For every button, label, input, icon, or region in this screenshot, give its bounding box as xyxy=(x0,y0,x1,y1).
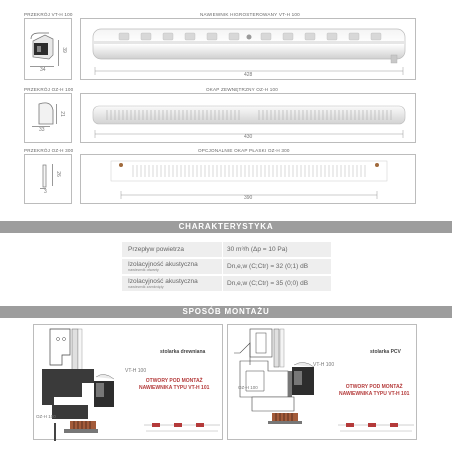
dim-w-ozh100: 33 xyxy=(39,127,45,133)
row-label: Izolacyjność akustyczna nawiewnik otwarty xyxy=(128,261,198,272)
dim-line-h-vth xyxy=(58,40,59,66)
row-value: Dn,e,w (C;Ctr) = 32 (0;1) dB xyxy=(227,263,309,270)
dim-w-ozh300: 3 xyxy=(44,189,47,195)
charakterystyka-header: CHARAKTERYSTYKA xyxy=(0,221,452,233)
characteristics-table xyxy=(122,242,331,294)
dim-h-vth: 39 xyxy=(60,47,67,53)
product-box-vth xyxy=(80,18,416,80)
dim-line-h-ozh100 xyxy=(56,104,57,124)
length-ozh100: 430 xyxy=(244,134,253,140)
dim-h-ozh300: 26 xyxy=(54,171,61,177)
mounting-panel-pcv xyxy=(227,324,417,440)
cross-section-label-vth: PRZEKRÓJ VT-H 100 xyxy=(24,12,73,17)
cross-section-box-ozh100 xyxy=(24,93,72,143)
mounting-note-wood: OTWORY POD MONTAŻ NAWIEWNIKA TYPU VT-H 101 xyxy=(139,378,210,391)
row-value: Dn,e,w (C;Ctr) = 35 (0;0) dB xyxy=(227,280,309,287)
cross-section-drawing-ozh300 xyxy=(25,155,73,205)
table-row xyxy=(122,242,331,258)
row-value: 30 m³/h (Δp = 10 Pa) xyxy=(227,246,288,253)
dim-h-ozh100: 21 xyxy=(58,111,65,117)
label-vth-wood: VT-H 100 xyxy=(125,368,147,374)
table-row xyxy=(122,259,331,275)
row-label: Przepływ powietrza xyxy=(128,246,184,253)
product-title-ozh100: OKAP ZEWNĘTRZNY OZ-H 100 xyxy=(206,87,279,92)
label-ozh-wood: OZ-H 100 xyxy=(36,414,56,419)
product-title-ozh300: OPCJONALNIE OKAP PŁASKI OZ-H 300 xyxy=(198,148,290,153)
montaz-header: SPOSÓB MONTAŻU xyxy=(0,306,452,318)
table-row xyxy=(122,276,331,292)
product-title-vth: NAWIEWNIK HIGROSTEROWANY VT-H 100 xyxy=(200,12,300,17)
label-vth-pcv: VT-H 100 xyxy=(313,362,335,368)
length-ozh300: 390 xyxy=(244,195,253,201)
cross-section-label-ozh300: PRZEKRÓJ OZ-H 300 xyxy=(24,148,74,153)
cross-section-label-ozh100: PRZEKRÓJ OZ-H 100 xyxy=(24,87,74,92)
dim-line-h-ozh300 xyxy=(52,164,53,186)
mounting-drawing-pcv xyxy=(228,325,418,441)
mounting-title-wood: stolarka drewniana xyxy=(160,349,206,355)
label-ozh-pcv: OZ-H 100 xyxy=(238,385,258,390)
length-vth: 428 xyxy=(244,72,253,78)
dim-w-vth: 34 xyxy=(40,67,46,73)
cross-section-box-ozh300 xyxy=(24,154,72,204)
mounting-title-pcv: stolarka PCV xyxy=(370,349,401,355)
cross-section-drawing-ozh100 xyxy=(25,94,73,144)
row-label: Izolacyjność akustyczna nawiewnik zamknięty xyxy=(128,278,198,289)
mounting-note-pcv: OTWORY POD MONTAŻ NAWIEWNIKA TYPU VT-H 101 xyxy=(339,384,410,397)
